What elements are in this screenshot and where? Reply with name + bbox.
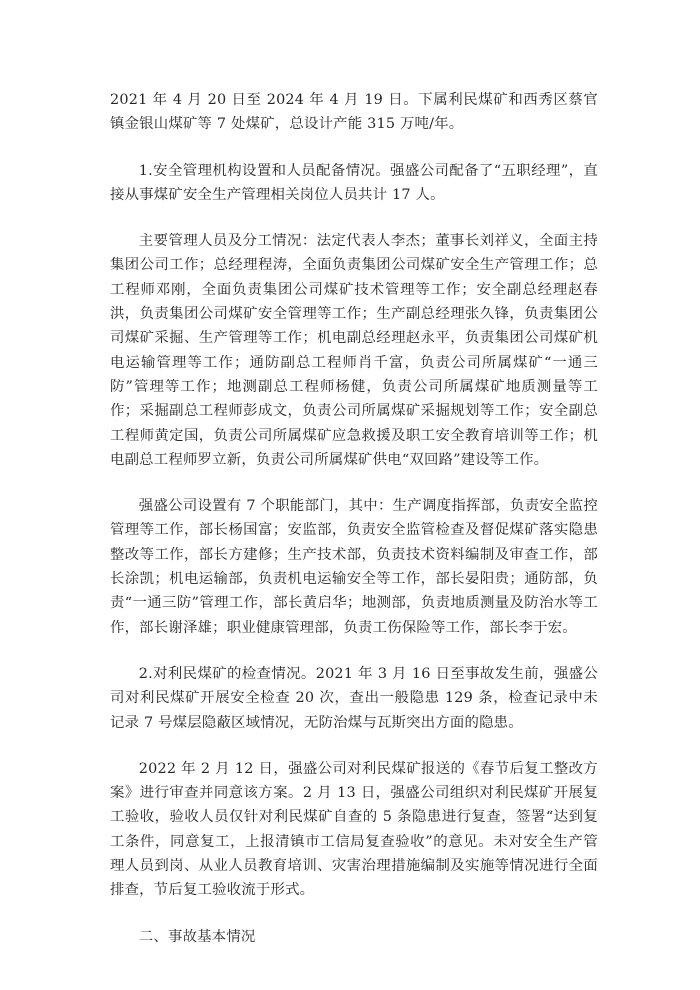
section-heading: 二、事故基本情况 [138,928,256,945]
paragraph-safety-organization: 1.安全管理机构设置和人员配备情况。强盛公司配备了“五职经理”，直接从事煤矿安全生产管理相关岗位人员共计 17 人。 [110,162,598,203]
paragraph-management-personnel: 主要管理人员及分工情况：法定代表人李杰；董事长刘祥义，全面主持集团公司工作；总经理程涛，全面负责集团公司煤矿安全生产管理工作；总工程师邓刚，全面负责集团公司煤矿技术管理等工作；安全副总经理赵春洪，负责集团公司煤矿安全管理等工作；生产副总经理张久锋，负责集团公司煤矿采掘、生产管理等工作；机电副总经理赵永平，负责集团公司煤矿机电运输管理等工作；通防副总工程师肖千富，负责公司所属煤矿“一通三防”管理等工作；地测副总工程师杨健，负责公司所属煤矿地质测量等工作；采掘副总工程师彭成文，负责公司所属煤矿采掘规划等工作；安全副总工程师黄定国，负责公司所属煤矿应急救援及职工安全教育培训等工作；机电副总工程师罗立新，负责公司所属煤矿供电“双回路”建设等工作。 [110,233,598,468]
paragraph-resumption-check: 2022 年 2 月 12 日，强盛公司对利民煤矿报送的《春节后复工整改方案》进行审查并同意该方案。2 月 13 日，强盛公司组织对利民煤矿开展复工验收，验收人员仅针对利民煤矿自查的 5 条隐患进行复查，签署“达到复工条件，同意复工，上报清镇市工信局复查验收”的意见。未对安全生产管理人员到岗、从业人员教育培训、灾害治理措施编制及实施等情况进行全面排查，节后复工验收流于形式。 [110,760,598,899]
paragraph-functional-departments: 强盛公司设置有 7 个职能部门，其中：生产调度指挥部，负责安全监控管理等工作，部长杨国富；安监部，负责安全监管检查及督促煤矿落实隐患整改等工作，部长方建修；生产技术部，负责技术资料编制及审查工作，部长涂凯；机电运输部，负责机电运输安全等工作，部长晏阳贵；通防部，负责“一通三防”管理工作，部长黄启华；地测部，负责地质测量及防治水等工作，部长谢泽雄；职业健康管理部，负责工伤保险等工作，部长李于宏。 [110,498,598,636]
paragraph-company-period: 2021 年 4 月 20 日至 2024 年 4 月 19 日。下属利民煤矿和西秀区蔡官镇金银山煤矿等 7 处煤矿，总设计产能 315 万吨/年。 [110,92,598,133]
paragraph-inspection-record: 2.对利民煤矿的检查情况。2021 年 3 月 16 日至事故发生前，强盛公司对利民煤矿开展安全检查 20 次，查出一般隐患 129 条，检查记录中未记录 7 号煤层隐蔽区域情况，无防治煤与瓦斯突出方面的隐患。 [110,665,598,731]
document-body [110,88,598,971]
